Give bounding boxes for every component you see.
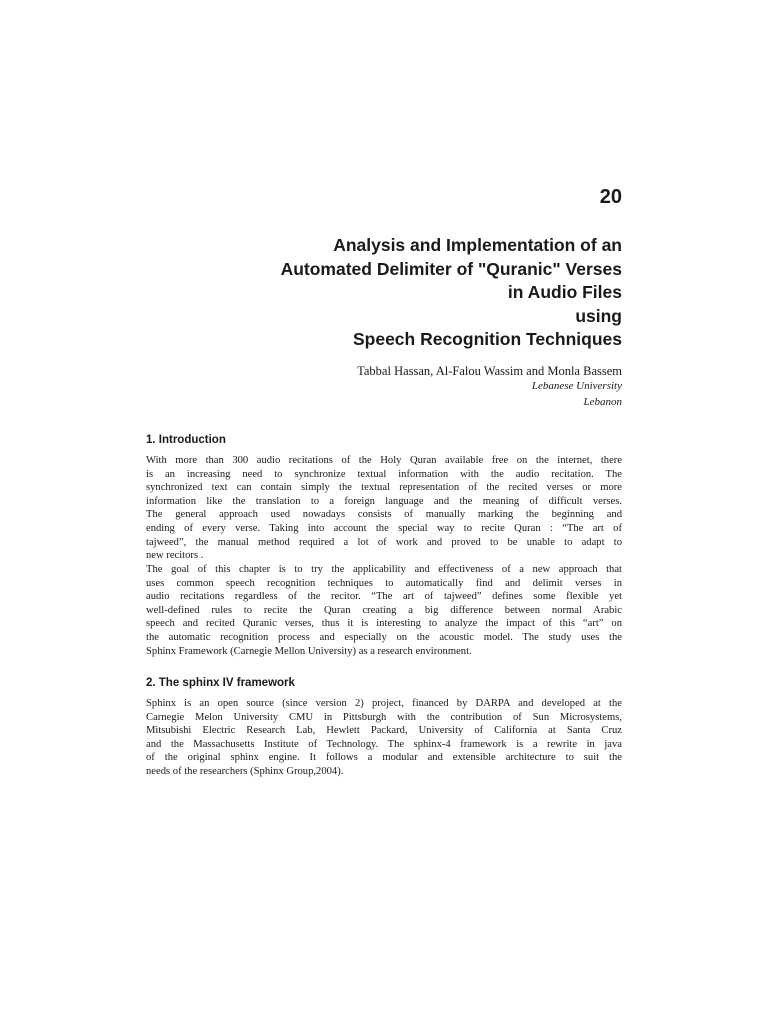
text-line: With more than 300 audio recitations of the Holy Quran available free on the internet, there: [146, 455, 622, 466]
text-line: audio recitations regardless of the recitor. “The art of tajweed” defines some flexible yet: [146, 591, 622, 603]
text-line: new recitors .: [146, 550, 204, 562]
text-line: is an increasing need to synchronize textual information with the audio recitation. The: [146, 468, 622, 480]
paper-page: [146, 0, 622, 1024]
text-line: Sphinx Framework (Carnegie Mellon University) as a research environment.: [146, 645, 472, 657]
text-line: tajweed”, the manual method required a lot of work and proved to be unable to adapt to: [146, 536, 622, 548]
sphinx-paragraph-1: [146, 697, 622, 779]
title-line: in Audio Files: [507, 282, 622, 303]
text-line: synchronized text can contain simply the textual representation of the recited verses or more: [146, 482, 622, 494]
text-line: information like the translation to a foreign language and the meaning of difficult verses.: [146, 495, 622, 507]
title-line: using: [575, 305, 622, 326]
text-line: of the original sphinx engine. It follows a modular and extensible architecture to suit the: [146, 752, 622, 764]
chapter-number: 20: [599, 186, 622, 208]
text-line: The general approach used nowadays consists of manually marking the beginning and: [146, 509, 622, 521]
affiliation-country: Lebanon: [583, 396, 622, 408]
text-line: the automatic recognition process and especially on the acoustic model. The study uses the: [146, 631, 622, 643]
text-line: The goal of this chapter is to try the applicability and effectiveness of a new approach that: [146, 564, 622, 575]
text-line: Mitsubishi Electric Research Lab, Hewlett Packard, University of California at Santa Cruz: [146, 725, 622, 737]
section-heading-introduction: 1. Introduction: [146, 434, 226, 446]
section-heading-sphinx: 2. The sphinx IV framework: [146, 677, 295, 689]
author-list: Tabbal Hassan, Al-Falou Wassim and Monla Bassem: [357, 364, 622, 378]
title-line: Analysis and Implementation of an: [333, 235, 622, 255]
affiliation-university: Lebanese University: [531, 380, 622, 392]
text-line: uses common speech recognition techniques to automatically find and delimit verses in: [146, 577, 622, 589]
chapter-title: [146, 234, 622, 352]
introduction-paragraph-1: [146, 454, 622, 563]
title-line: Automated Delimiter of "Quranic" Verses: [280, 258, 622, 279]
text-line: well-defined rules to recite the Quran creating a big difference between normal Arabic: [146, 604, 622, 616]
title-line: Speech Recognition Techniques: [352, 329, 622, 350]
text-line: and the Massachusetts Institute of Technology. The sphinx-4 framework is a rewrite in java: [146, 738, 622, 750]
text-line: ending of every verse. Taking into account the special way to recite Quran : “The art of: [146, 522, 622, 534]
introduction-paragraph-2: [146, 563, 622, 658]
text-line: Carnegie Melon University CMU in Pittsburgh with the contribution of Sun Microsystems,: [146, 711, 622, 723]
text-line: Sphinx is an open source (since version 2) project, financed by DARPA and developed at the: [146, 698, 622, 709]
text-line: speech and recited Quranic verses, thus it is interesting to analyze the impact of this “art” on: [146, 618, 622, 630]
text-line: needs of the researchers (Sphinx Group,2004).: [146, 765, 344, 777]
